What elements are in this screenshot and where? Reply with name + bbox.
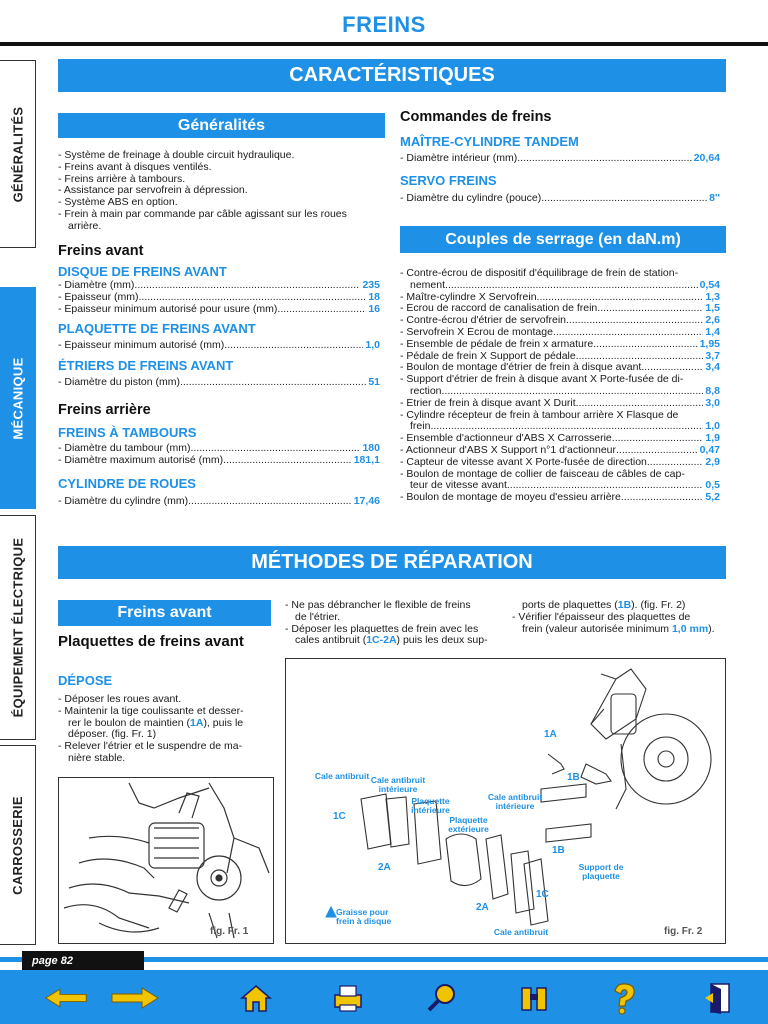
- list-item: - Freins arrière à tambours.: [58, 172, 186, 185]
- home-icon[interactable]: [234, 978, 278, 1018]
- heading-maitre-cylindre: MAÎTRE-CYLINDRE TANDEM: [400, 134, 579, 149]
- label-2a-bottom: 2A: [476, 902, 489, 913]
- label-graisse: Graisse pour frein à disque: [336, 907, 392, 926]
- spec-row: - Étrier de frein à disque avant X Durit ..... 3,0: [400, 398, 720, 410]
- list-item: - Relever l'étrier et le suspendre de ma-: [58, 740, 243, 753]
- spec-row: - Capteur de vitesse avant X Porte-fusée de direction ..... 2,9: [400, 457, 720, 469]
- spec-row: - Servofrein X Écrou de montage ..... 1,4: [400, 327, 720, 339]
- figure-caption: fig. Fr. 1: [210, 926, 249, 937]
- heading-disque: DISQUE DE FREINS AVANT: [58, 264, 227, 279]
- header-rule: [0, 42, 768, 46]
- spec-row: - Contre-écrou d'étrier de servofrein ..... 2,6: [400, 315, 720, 327]
- section-band-methodes: MÉTHODES DE RÉPARATION: [58, 546, 726, 579]
- side-tab-equipement-electrique[interactable]: [0, 515, 36, 740]
- label-plaquette-interieure: Plaquette intérieure: [411, 796, 450, 815]
- side-tab-label: MÉCANIQUE: [10, 356, 26, 440]
- heading-freins-avant: Freins avant: [58, 243, 144, 259]
- side-tab-label: ÉQUIPEMENT ÉLECTRIQUE: [10, 537, 25, 718]
- depose-steps-3: [512, 600, 727, 635]
- spec-row: - Maître-cylindre X Servofrein ..... 1,3: [400, 292, 720, 304]
- spec-row: - Diamètre du tambour (mm) ..... 180: [58, 443, 380, 455]
- spec-row: nement ..... 0,54: [400, 280, 720, 292]
- heading-etriers: ÉTRIERS DE FREINS AVANT: [58, 358, 234, 374]
- heading-freins-arriere: Freins arrière: [58, 401, 151, 418]
- help-icon[interactable]: [602, 978, 646, 1018]
- label-1a: 1A: [544, 729, 557, 740]
- heading-plaquette: PLAQUETTE DE FREINS AVANT: [58, 321, 256, 337]
- section-band-caracteristiques: CARACTÉRISTIQUES: [58, 59, 726, 92]
- generalites-list: [58, 150, 385, 233]
- spec-row: rection ..... 8,8: [400, 386, 720, 398]
- side-tab-label: CARROSSERIE: [10, 795, 25, 895]
- spec-row: - Diamètre intérieur (mm) ..... 20,64: [400, 153, 720, 165]
- subsection-band-freins-avant: Freins avant: [58, 600, 271, 626]
- spec-row: teur de vitesse avant ..... 0,5: [400, 480, 720, 492]
- list-item: arrière.: [68, 219, 102, 232]
- spec-row: - Écrou de raccord de canalisation de frein ..... 1,5: [400, 303, 720, 315]
- label-cale-antibruit: Cale antibruit: [314, 771, 370, 781]
- list-item: - Ne pas débrancher le flexible de freins: [285, 599, 471, 611]
- label-1b-top: 1B: [567, 772, 580, 783]
- print-icon[interactable]: [326, 978, 370, 1018]
- label-1b-bottom: 1B: [552, 845, 565, 856]
- list-item: - Maintenir la tige coulissante et desser-: [58, 704, 244, 717]
- label-2a-left: 2A: [378, 862, 391, 873]
- list-item: - Freins avant à disques ventilés.: [58, 160, 212, 173]
- list-item: de l'étrier.: [295, 610, 341, 623]
- arrow-left-icon[interactable]: [44, 978, 88, 1018]
- binoculars-icon[interactable]: [512, 978, 556, 1018]
- label-cale-antibruit-interieure: Cale antibruit intérieure: [370, 775, 426, 794]
- page-number: page 82: [22, 951, 144, 971]
- spec-row: frein ..... 1,0: [400, 421, 720, 433]
- page-title: FREINS: [342, 12, 426, 37]
- list-item: rer le boulon de maintien (1A), puis le: [68, 716, 244, 729]
- subsection-band-couples: Couples de serrage (en daN.m): [400, 226, 726, 253]
- side-tab-generalites[interactable]: [0, 60, 36, 248]
- list-item: ports de plaquettes (1B). (fig. Fr. 2): [522, 599, 686, 611]
- spec-row: - Diamètre du cylindre (mm) ..... 17,46: [58, 496, 380, 508]
- freins-avant-specs: [58, 242, 380, 507]
- depose-steps-2: [285, 600, 500, 647]
- list-item: - Système ABS en option.: [58, 196, 178, 209]
- label-1c-right: 1C: [536, 889, 549, 900]
- caliper-illustration: [59, 778, 274, 944]
- subsection-band-generalites: Généralités: [58, 113, 385, 138]
- spec-row: - Ensemble d'actionneur d'ABS X Carrosserie ..... 1,9: [400, 433, 720, 445]
- spec-row: - Actionneur d'ABS X Support n°1 d'actionneur ..... 0,47: [400, 445, 720, 457]
- list-item: nière stable.: [68, 751, 126, 764]
- list-item: - Boulon de montage de collier de faisceau de câbles de cap-: [400, 467, 685, 480]
- spec-row: - Pédale de frein X Support de pédale ..... 3,7: [400, 351, 720, 363]
- heading-cylindre: CYLINDRE DE ROUES: [58, 475, 196, 491]
- list-item: - Système de freinage à double circuit hydraulique.: [58, 149, 295, 161]
- couples-list: [400, 268, 720, 504]
- spec-row: - Ensemble de pédale de frein x armature ..... 1,95: [400, 339, 720, 351]
- spec-row: - Diamètre (mm) ..... 235: [58, 280, 380, 292]
- list-item: - Assistance par servofrein à dépression.: [58, 184, 248, 197]
- list-item: - Frein à main par commande par câble agissant sur les roues: [58, 207, 347, 220]
- label-support-plaquette: Support de plaquette: [578, 862, 624, 881]
- spec-row: - Diamètre du piston (mm) ..... 51: [58, 377, 380, 389]
- spec-row: - Épaisseur (mm) ..... 18: [58, 292, 380, 304]
- list-item: - Cylindre récepteur de frein à tambour arrière X Flasque de: [400, 408, 679, 421]
- list-item: - Vérifier l'épaisseur des plaquettes de: [512, 610, 691, 623]
- label-cale-antibruit-bottom: Cale antibruit: [493, 927, 549, 937]
- side-tab-mecanique[interactable]: [0, 287, 36, 509]
- commandes-specs: [400, 108, 720, 205]
- list-item: - Contre-écrou de dispositif d'équilibrage de frein de station-: [400, 267, 679, 279]
- spec-row: - Diamètre du cylindre (pouce) ..... 8'': [400, 193, 720, 205]
- heading-servo: SERVO FREINS: [400, 172, 497, 188]
- exit-icon[interactable]: [696, 978, 740, 1018]
- list-item: - Déposer les roues avant.: [58, 693, 182, 705]
- list-item: déposer. (fig. Fr. 1): [68, 728, 157, 741]
- label-plaquette-exterieure: Plaquette extérieure: [448, 815, 489, 834]
- figure-caption: fig. Fr. 2: [664, 926, 703, 937]
- label-1c-left: 1C: [333, 811, 346, 822]
- figure-fr2: [285, 658, 726, 944]
- arrow-right-icon[interactable]: [100, 978, 160, 1018]
- search-icon[interactable]: [420, 978, 464, 1018]
- spec-row: - Boulon de montage d'étrier de frein à disque avant ..... 3,4: [400, 362, 720, 374]
- depose-steps: [58, 694, 273, 765]
- spec-row: - Diamètre maximum autorisé (mm) ..... 181,1: [58, 455, 380, 467]
- heading-plaquettes: Plaquettes de freins avant: [58, 633, 244, 650]
- spec-row: - Boulon de montage de moyeu d'essieu arrière ..... 5,2: [400, 492, 720, 504]
- heading-tambours: FREINS À TAMBOURS: [58, 424, 197, 440]
- list-item: frein (valeur autorisée minimum 1,0 mm).: [522, 622, 715, 635]
- figure-fr1: [58, 777, 274, 944]
- list-item: - Support d'étrier de frein à disque avant X Porte-fusée de di-: [400, 373, 684, 386]
- side-tab-carrosserie[interactable]: [0, 745, 36, 945]
- heading-depose: DÉPOSE: [58, 673, 113, 688]
- spec-row: - Épaisseur minimum autorisé (mm) ..... 1,0: [58, 340, 380, 352]
- label-cale-antibruit-interieure-2: Cale antibruit intérieure: [487, 792, 543, 811]
- spec-row: - Épaisseur minimum autorisé pour usure (mm) ..... 16: [58, 304, 380, 316]
- side-tab-label: GÉNÉRALITÉS: [10, 106, 26, 202]
- list-item: - Déposer les plaquettes de frein avec les: [285, 622, 479, 635]
- heading-commandes: Commandes de freins: [400, 109, 552, 125]
- list-item: cales antibruit (1C-2A) puis les deux sup-: [295, 634, 488, 647]
